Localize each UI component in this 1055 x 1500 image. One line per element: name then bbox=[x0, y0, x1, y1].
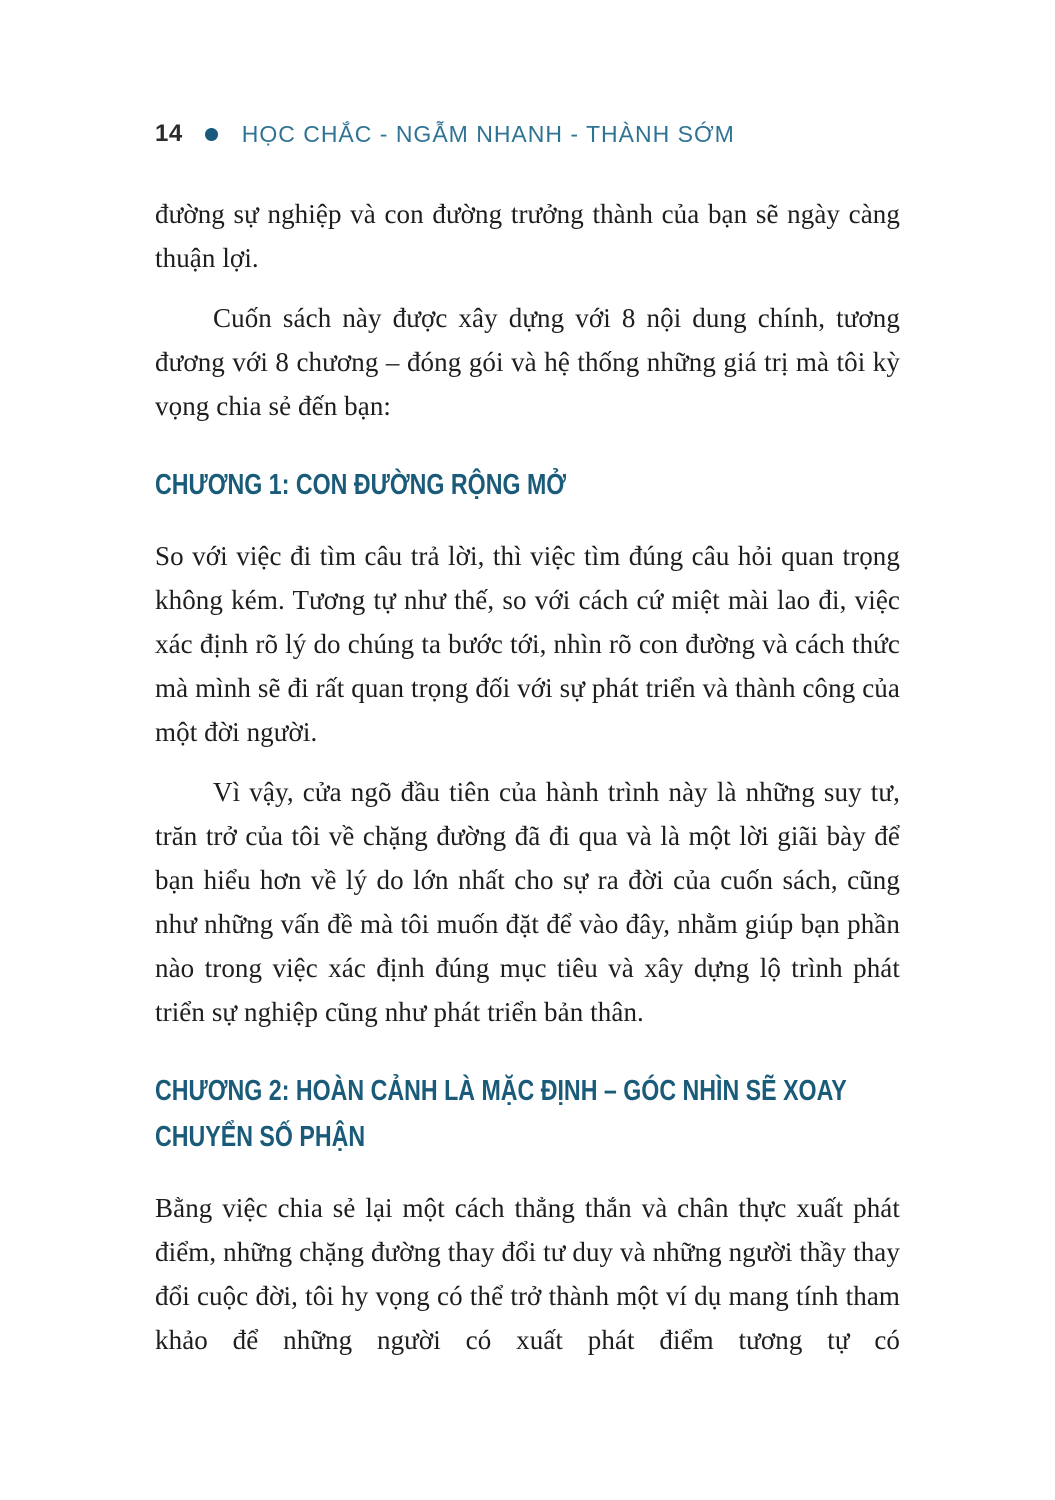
body-paragraph: Cuốn sách này được xây dựng với 8 nội dung chính, tương đương với 8 chương – đóng gói và hệ thống những giá trị mà tôi kỳ vọng chia sẻ đến bạn: bbox=[155, 303, 900, 421]
page-number: 14 bbox=[155, 120, 183, 147]
body-paragraph: đường sự nghiệp và con đường trưởng thành của bạn sẽ ngày càng thuận lợi. bbox=[155, 199, 900, 273]
body-paragraph: Vì vậy, cửa ngõ đầu tiên của hành trình này là những suy tư, trăn trở của tôi về chặng đường đã đi qua và là một lời giãi bày để bạn hiểu hơn về lý do lớn nhất cho sự ra đời của cuốn sách, cũng như những vấn đề mà tôi muốn đặt để vào đây, nhằm giúp bạn phần nào trong việc xác định đúng mục tiêu và xây dựng lộ trình phát triển sự nghiệp cũng như phát triển bản thân. bbox=[155, 777, 900, 1027]
chapter-2-heading-text: CHƯƠNG 2: HOÀN CẢNH LÀ MẶC ĐỊNH – GÓC NHÌN SẼ XOAY CHUYỂN SỐ PHẬN bbox=[155, 1075, 847, 1153]
chapter-2-heading bbox=[155, 1068, 900, 1160]
running-title: HỌC CHẮC - NGẪM NHANH - THÀNH SỚM bbox=[241, 120, 735, 147]
chapter-1-heading-text: CHƯƠNG 1: CON ĐƯỜNG RỘNG MỞ bbox=[155, 469, 567, 501]
page-body bbox=[155, 192, 900, 1362]
body-paragraph: So với việc đi tìm câu trả lời, thì việc tìm đúng câu hỏi quan trọng không kém. Tương tự như thế, so với cách cứ miệt mài lao đi, việc xác định rõ lý do chúng ta bước tới, nhìn rõ con đường và cách thức mà mình sẽ đi rất quan trọng đối với sự phát triển và thành công của một đời người. bbox=[155, 541, 900, 747]
chapter-1-heading bbox=[155, 462, 900, 508]
bullet-icon bbox=[205, 128, 218, 141]
page-header bbox=[155, 120, 900, 148]
body-paragraph: Bằng việc chia sẻ lại một cách thẳng thắn và chân thực xuất phát điểm, những chặng đường thay đổi tư duy và những người thầy thay đổi cuộc đời, tôi hy vọng có thể trở thành một ví dụ mang tính tham khảo để những người có xuất phát điểm tương tự có bbox=[155, 1193, 900, 1355]
